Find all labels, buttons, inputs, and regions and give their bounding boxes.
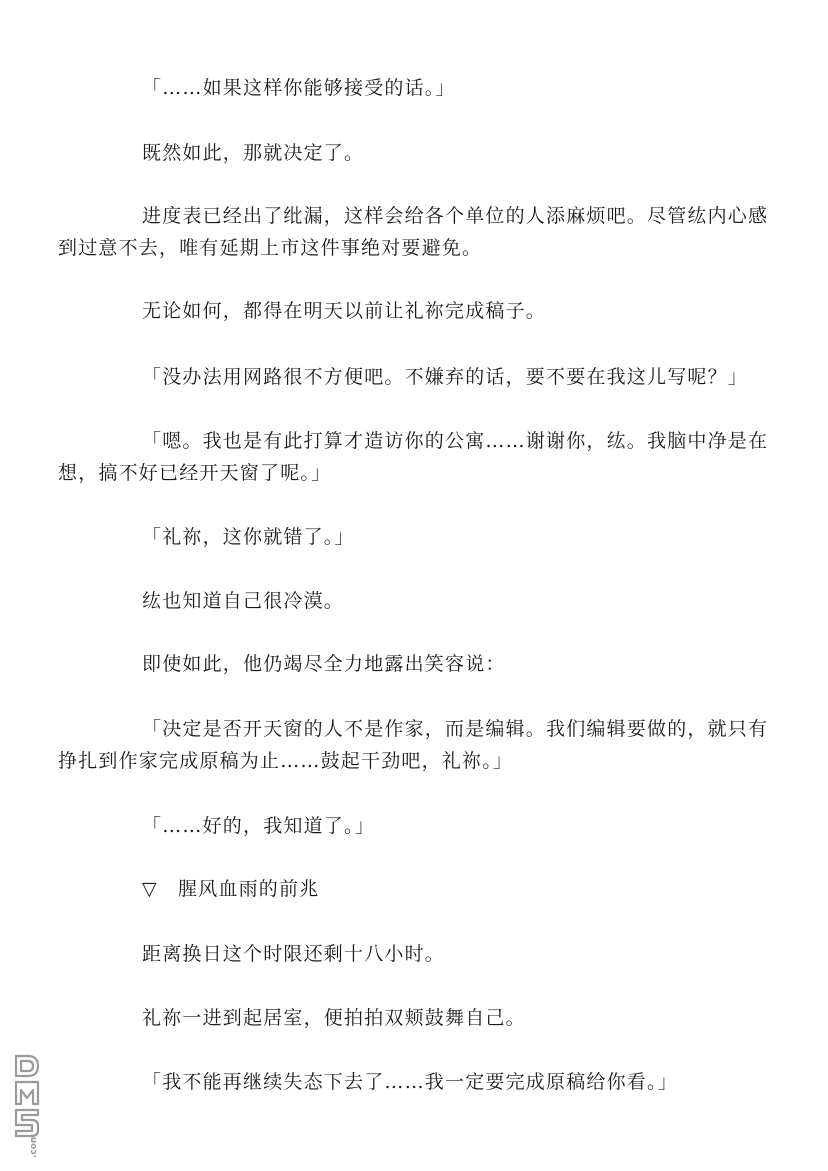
paragraph-2: 既然如此，那就决定了。 xyxy=(142,142,365,164)
paragraph-6: 「嗯。我也是有此打算才造访你的公寓……谢谢你，纮。我脑中净是在想，搞不好已经开天窗了呢。」 xyxy=(58,430,769,484)
paragraph-7: 「礼祢，这你就错了。」 xyxy=(142,526,355,548)
paragraph-11: 「……好的，我知道了。」 xyxy=(142,815,375,837)
paragraph-10: 「决定是否开天窗的人不是作家，而是编辑。我们编辑要做的，就只有挣扎到作家完成原稿为止……鼓起干劲吧，礼祢。」 xyxy=(58,718,769,772)
paragraph-1: 「……如果这样你能够接受的话。」 xyxy=(142,77,456,99)
paragraph-13: 距离换日这个时限还剩十八小时。 xyxy=(142,943,446,965)
paragraph-9: 即使如此，他仍竭尽全力地露出笑容说： xyxy=(142,653,506,675)
paragraph-8: 纮也知道自己很冷漠。 xyxy=(142,590,345,612)
dm5-watermark-logo xyxy=(10,1052,44,1162)
paragraph-3: 进度表已经出了纰漏，这样会给各个单位的人添麻烦吧。尽管纮内心感到过意不去，唯有延期上市这件事绝对要避免。 xyxy=(58,205,769,259)
section-heading: ▽ 腥风血雨的前兆 xyxy=(142,878,320,900)
paragraph-5: 「没办法用网路很不方便吧。不嫌弃的话，要不要在我这儿写呢？」 xyxy=(142,366,749,388)
paragraph-14: 礼祢一进到起居室，便拍拍双颊鼓舞自己。 xyxy=(142,1007,526,1029)
paragraph-4: 无论如何，都得在明天以前让礼祢完成稿子。 xyxy=(142,300,547,322)
svg-text:.com: .com xyxy=(29,1133,39,1158)
paragraph-15: 「我不能再继续失态下去了……我一定要完成原稿给你看。」 xyxy=(142,1071,678,1093)
